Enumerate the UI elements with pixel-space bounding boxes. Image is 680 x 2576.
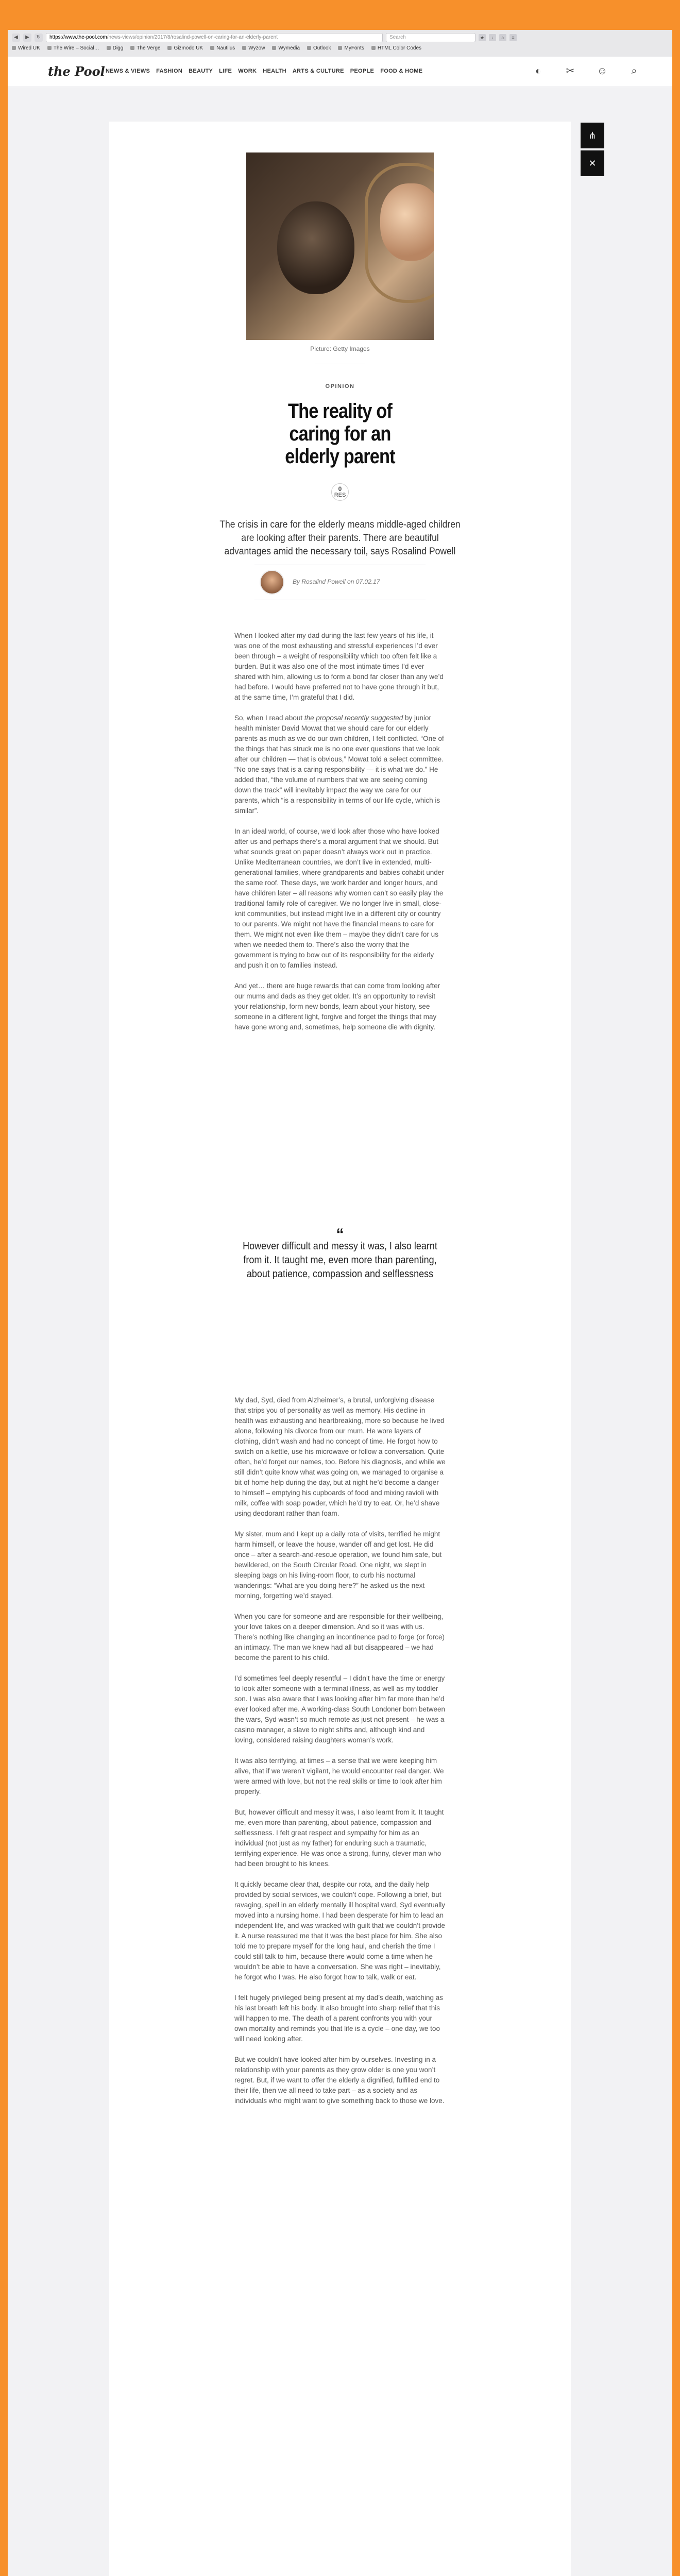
article-body-part-1: [234, 631, 446, 1043]
nav-item[interactable]: WORK: [238, 68, 257, 74]
hero-face-shape: [380, 183, 434, 261]
image-caption: Picture: Getty Images: [310, 345, 370, 352]
address-bar[interactable]: [46, 33, 383, 42]
site-logo[interactable]: the Pool: [48, 64, 105, 79]
bookmark-star-icon[interactable]: ★: [479, 34, 486, 41]
browser-window: [8, 30, 672, 2576]
url-path: /news-views/opinion/2017/8/rosalind-powell-on-caring-for-an-elderly-parent: [107, 35, 278, 40]
author-avatar[interactable]: [260, 570, 284, 595]
home-icon[interactable]: ⌂: [499, 34, 506, 41]
hero-image: [246, 152, 434, 340]
bookmark-item[interactable]: Digg: [107, 45, 124, 54]
article-title: The reality of caring for an elderly parent: [285, 400, 395, 468]
hero-head-shape: [277, 201, 354, 294]
body-paragraph: But, however difficult and messy it was, I also learnt from it. It taught me, even more than parenting, about patience, compassion and selflessness. I felt great respect and sympathy for him as an individual (not just as my father) for enduring such a traumatic, terrifying experience. He was once a strong, funny, clever man who had been brought to his knees.: [234, 1808, 444, 1868]
audio-icon[interactable]: ◐: [535, 65, 542, 77]
browser-toolbar: [12, 33, 668, 42]
article-standfirst: The crisis in care for the elderly means middle-aged children are looking after their parents. There are beautiful advantages amid the necessary toil, says Rosalind Powell: [219, 519, 461, 557]
bookmark-item[interactable]: Nautilus: [210, 45, 235, 54]
pull-quote: However difficult and messy it was, I also learnt from it. It taught me, even more than parenting, about patience, compassion and selflessness: [243, 1241, 437, 1280]
reload-icon[interactable]: ↻: [35, 33, 43, 42]
share-rail: [581, 123, 604, 178]
nav-item[interactable]: LIFE: [219, 68, 232, 74]
scissors-icon[interactable]: ✂: [566, 65, 575, 77]
menu-icon[interactable]: ≡: [509, 34, 517, 41]
bookmark-item[interactable]: Gizmodo UK: [167, 45, 203, 54]
nav-item[interactable]: FOOD & HOME: [380, 68, 423, 74]
article-card: [109, 122, 571, 2576]
paragraph-rest: by junior health minister David Mowat that we should care for our elderly parents as much as we do our own children, I felt conflicted. “One of the things that has struck me is no one ever questions that we look after our children — that is obvious,” Mowat told a select committee. “No one says that is a caring responsibility — it is what we do.” He added that, “the volume of numbers that we are seeing coming down the track” will inevitably impact the way we care for our parents, which “is a responsibility in terms of our life cycle, which is similar”.: [234, 714, 444, 815]
forward-icon[interactable]: ▶: [23, 33, 31, 42]
nav-item[interactable]: HEALTH: [263, 68, 286, 74]
body-paragraph: In an ideal world, of course, we’d look after those who have looked after us and perhaps there’s a moral argument that we should. But what sounds great on paper doesn’t always work out in practice. Unlike Mediterranean countries, we don’t live in extended, multi-generational families, where grandparents and babies cohabit under the same roof. These days, we work harder and longer hours, and have children later – all reasons why women can’t so easily play the traditional family role of caregiver. We no longer live in small, close-knit communities, but instead might live in a different city or country to our parents. We might not have the financial means to care for them. We might not even like them – maybe they didn’t care for us when we needed them to. There’s also the worry that the government is trying to bow out of its responsibility for the elderly and push it on to families instead.: [234, 827, 444, 969]
proposal-link[interactable]: the proposal recently suggested: [304, 714, 403, 722]
nav-item[interactable]: NEWS & VIEWS: [106, 68, 150, 74]
body-paragraph: [234, 713, 446, 816]
body-paragraph: I’d sometimes feel deeply resentful – I didn’t have the time or energy to look after someone with a terminal illness, as well as my toddler son. I was also aware that I was looking after him far more than he’d ever looked after me. A working-class South Londoner born between the wars, Syd wasn’t so much remote as just not present – he was a casino manager, a slave to night shifts and, although kind and loving, considered raising daughters woman’s work.: [234, 1674, 445, 1744]
browser-search-input[interactable]: Search: [386, 33, 475, 42]
url-host: https://www.the-pool.com: [49, 35, 107, 40]
bookmark-item[interactable]: Wyzow: [242, 45, 265, 54]
nav-item[interactable]: FASHION: [156, 68, 183, 74]
article-body-part-2: [234, 1395, 446, 2116]
bookmark-item[interactable]: The Verge: [130, 45, 160, 54]
bookmark-item[interactable]: Wymedia: [272, 45, 300, 54]
comments-badge[interactable]: [331, 483, 349, 501]
browser-chrome: [8, 30, 672, 57]
nav-item[interactable]: BEAUTY: [189, 68, 213, 74]
bookmark-item[interactable]: Outlook: [307, 45, 331, 54]
bookmark-item[interactable]: Wired UK: [12, 45, 40, 54]
body-paragraph: And yet… there are huge rewards that can come from looking after our mums and dads as they get older. It’s an opportunity to revisit your relationship, form new bonds, learn about your history, see someone in a different light, forgive and forget the things that may have gone wrong and, sometimes, help someone die with dignity.: [234, 982, 440, 1031]
article-byline: By Rosalind Powell on 07.02.17: [293, 578, 380, 585]
paragraph-lead: So, when I read about: [234, 714, 303, 722]
body-paragraph: It quickly became clear that, despite our rota, and the daily help provided by social services, we couldn’t cope. Following a brief, but ravaging, spell in an elderly mentally ill hospital ward, Syd eventually moved into a nursing home. I had been desperate for him to lead an independent life, and was wracked with guilt that we couldn’t provide it. A nurse reassured me that it was the best place for him. She also told me to prepare myself for the long haul, and cherish the time I could still talk to him, because there would come a time when he wouldn’t be able to have a conversation. She was right – inevitably, he forgot who I was. He also forgot how to talk, walk or eat.: [234, 1880, 445, 1981]
main-nav: [106, 68, 422, 74]
user-icon[interactable]: ☺: [597, 65, 608, 77]
body-paragraph: When I looked after my dad during the last few years of his life, it was one of the most exhausting and stressful experiences I’d ever been through – a weight of responsibility which too often felt like a burden. But it was also one of the most intimate times I’d ever shared with him, allowing us to form a bond far closer than any we’d had before. I would have preferred not to have gone through it but, at the same time, I’m grateful that I did.: [234, 632, 444, 701]
header-icons: [531, 64, 641, 78]
article-kicker[interactable]: OPINION: [325, 383, 355, 389]
body-paragraph: It was also terrifying, at times – a sense that we were keeping him alive, that if we weren’t vigilant, he would encounter real danger. We were armed with love, but not the real skills or time to look after him properly.: [234, 1757, 444, 1795]
body-paragraph: But we couldn’t have looked after him by ourselves. Investing in a relationship with your parents as they grow older is one you won’t regret. But, if we want to offer the elderly a dignified, fulfilled end to their life, then we all need to take part – as a society and as individuals who might want to give something back to those we love.: [234, 2056, 445, 2105]
back-icon[interactable]: ◀: [12, 33, 20, 42]
share-icon[interactable]: ⋔: [581, 123, 604, 148]
bookmark-item[interactable]: HTML Color Codes: [371, 45, 421, 54]
comments-label: RES: [334, 492, 346, 498]
body-paragraph: My sister, mum and I kept up a daily rota of visits, terrified he might harm himself, or leave the house, wander off and get lost. He did once – after a search-and-rescue operation, we found him safe, but bewildered, on the South Circular Road. One night, we slept in sleeping bags on his living-room floor, to curb his nocturnal wanderings: “What are you doing here?” he asked us the next morning, forgetting we’d stayed.: [234, 1530, 442, 1600]
nav-item[interactable]: ARTS & CULTURE: [292, 68, 344, 74]
search-icon[interactable]: ⌕: [631, 65, 637, 77]
comments-count: 0: [338, 485, 342, 493]
nav-item[interactable]: PEOPLE: [350, 68, 375, 74]
close-icon[interactable]: ✕: [581, 150, 604, 176]
body-paragraph: My dad, Syd, died from Alzheimer’s, a brutal, unforgiving disease that strips you of personality as well as memory. His decline in health was exhausting and heartbreaking, more so because he lived alone, following his divorce from our mum. He wore layers of clothing, didn’t wash and had no concept of time. He forgot how to switch on a kettle, use his microwave or follow a conversation. Quite often, he’d forget our names, too. Before his diagnosis, and while we still didn’t quite know what was going on, we managed to organise a bit of home help during the day, but at night he’d become a danger to himself – emptying his cupboards of food and mixing ravioli with milk, coffee with soap powder, which he’d try to eat. Or, he’d shave using deodorant rather than foam.: [234, 1396, 446, 1517]
body-paragraph: I felt hugely privileged being present at my dad’s death, watching as his last breath left his body. It also brought into sharp relief that this will happen to me. The death of a parent confronts you with your own mortality and reminds you that life is a cycle – one day, we too will need looking after.: [234, 1994, 443, 2043]
bookmark-item[interactable]: The Wire – Social…: [47, 45, 99, 54]
body-paragraph: When you care for someone and are responsible for their wellbeing, your love takes on a deeper dimension. And so it was with us. There’s nothing like changing an incontinence pad to forge (or force) an intimacy. The man we knew had all but disappeared – we had become the parent to his child.: [234, 1613, 445, 1662]
bookmarks-bar: [12, 45, 668, 54]
bookmark-item[interactable]: MyFonts: [338, 45, 364, 54]
pull-quote-mark: “: [336, 1226, 344, 1243]
site-header: [8, 57, 672, 87]
download-icon[interactable]: ↓: [489, 34, 496, 41]
